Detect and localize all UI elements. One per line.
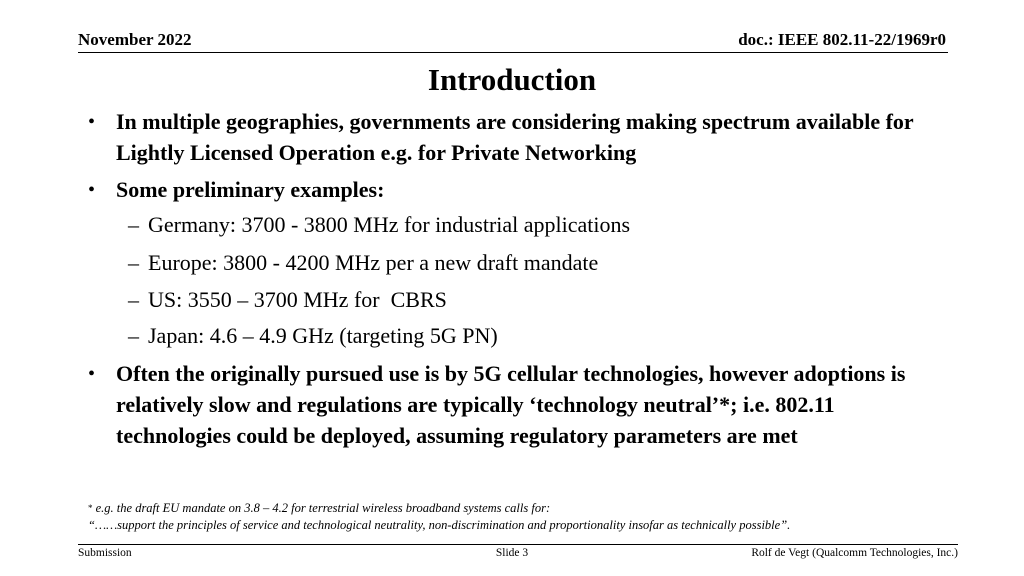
example-us: US: 3550 – 3700 MHz for CBRS <box>148 287 447 312</box>
footnote-line-1 <box>88 500 968 517</box>
bullet-2-text: Some preliminary examples: <box>116 177 385 202</box>
footnote-text-1: e.g. the draft EU mandate on 3.8 – 4.2 for terrestrial wireless broadband systems calls for: <box>95 501 551 515</box>
header-date: November 2022 <box>78 30 192 49</box>
footnote-star: * <box>88 503 93 513</box>
example-germany: Germany: 3700 - 3800 MHz for industrial applications <box>148 212 631 237</box>
dash-marker: – <box>128 250 139 275</box>
example-japan: Japan: 4.6 – 4.9 GHz (targeting 5G PN) <box>148 323 498 348</box>
bullet-marker: • <box>88 179 96 201</box>
footer-divider <box>78 544 958 545</box>
header-divider <box>78 52 948 53</box>
bullet-marker: • <box>88 363 96 385</box>
dash-marker: – <box>128 212 139 237</box>
bullet-marker: • <box>88 111 96 133</box>
header-doc-id: doc.: IEEE 802.11-22/1969r0 <box>738 30 946 49</box>
bullet-3-text: Often the originally pursued use is by 5G cellular technologies, however adoptions is relatively slow and regulations are typically ‘technology neutral’*; i.e. 802.11 technologies could be deployed, assuming regulatory parameters are met <box>116 361 906 448</box>
slide-title: Introduction <box>427 62 597 97</box>
bullet-1-text: In multiple geographies, governments are considering making spectrum available for Lightly Licensed Operation e.g. for Private Networking <box>116 109 914 165</box>
footer-author: Rolf de Vegt (Qualcomm Technologies, Inc.) <box>751 547 958 559</box>
dash-marker: – <box>128 323 139 348</box>
footer-submission: Submission <box>78 547 132 559</box>
footnote-line-2: “……support the principles of service and technological neutrality, non-discrimination and proportionality insofar as technically possible”. <box>88 518 791 532</box>
footer-slide-number: Slide 3 <box>495 547 529 559</box>
example-europe: Europe: 3800 - 4200 MHz per a new draft mandate <box>148 250 599 275</box>
dash-marker: – <box>128 287 139 312</box>
